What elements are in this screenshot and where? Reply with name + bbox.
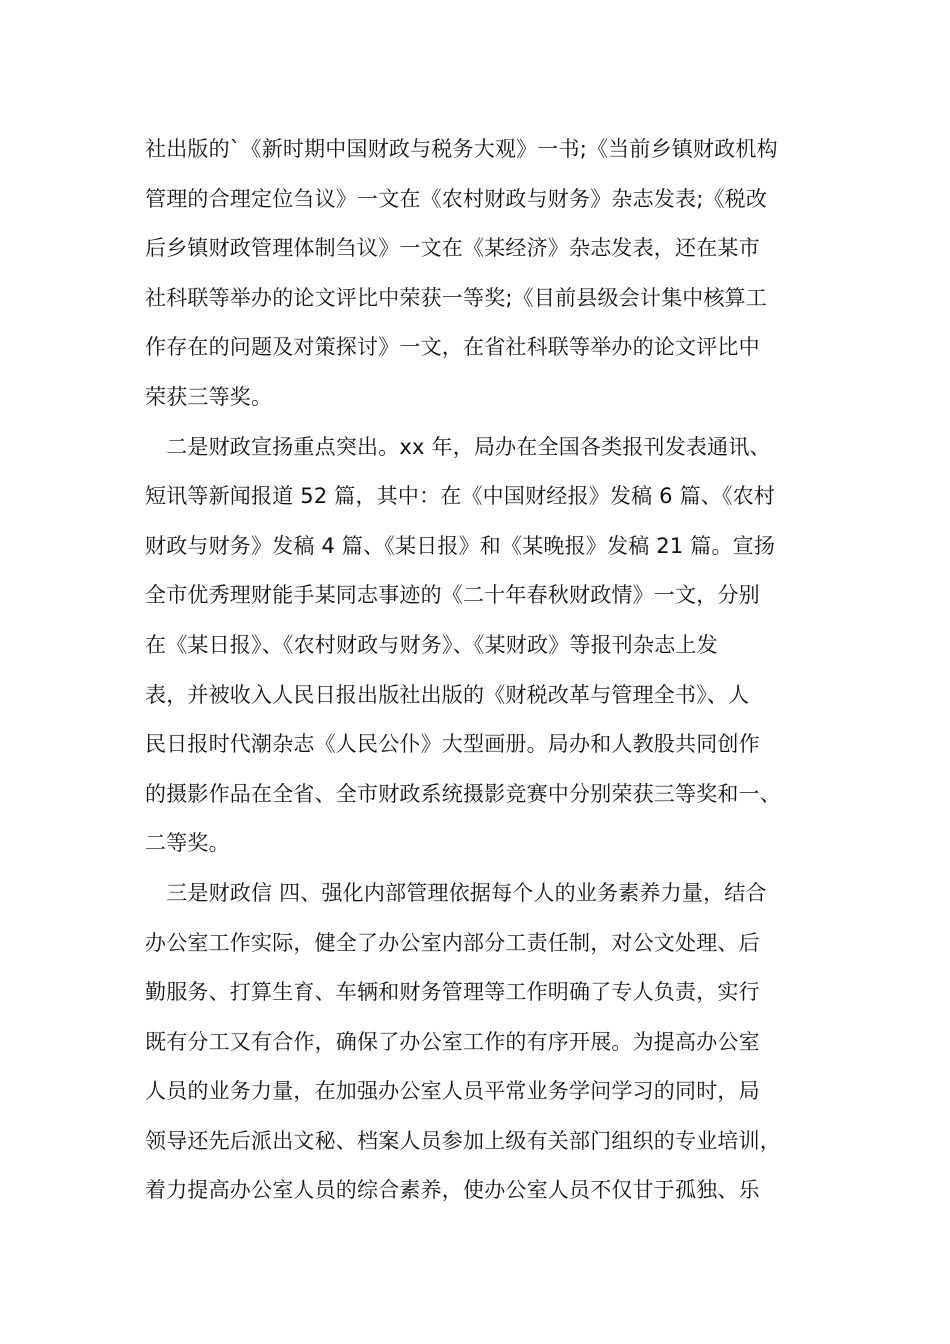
text-line: 表，并被收入人民日报出版社出版的《财税改革与管理全书》、人: [145, 682, 750, 707]
paragraph-3: [145, 869, 825, 1216]
text-line: 民日报时代潮杂志《人民公仆》大型画册。局办和人教股共同创作: [145, 732, 760, 757]
document-body: [145, 125, 825, 1216]
text-line: 领导还先后派出文秘、档案人员参加上级有关部门组织的专业培训，: [145, 1128, 781, 1153]
text-line: 财政与财务》发稿 4 篇、《某日报》和《某晚报》发稿 21 篇。宣扬: [145, 533, 776, 558]
text-line: 社出版的`《新时期中国财政与税务大观》一书;《当前乡镇财政机构: [145, 137, 778, 161]
text-line: 办公室工作实际，健全了办公室内部分工责任制，对公文处理、后: [145, 930, 760, 955]
text-line: 全市优秀理财能手某同志事迹的《二十年春秋财政情》一文，分别: [145, 583, 760, 608]
text-line: 勤服务、打算生育、车辆和财务管理等工作明确了专人负责，实行: [145, 980, 760, 1005]
text-line: 社科联等举办的论文评比中荣获一等奖;《目前县级会计集中核算工: [145, 285, 768, 310]
text-line: 二是财政宣扬重点突出。xx 年，局办在全国各类报刊发表通讯、: [145, 434, 771, 459]
text-line: 着力提高办公室人员的综合素养，使办公室人员不仅甘于孤独、乐: [145, 1178, 760, 1203]
text-line: 三是财政信 四、强化内部管理依据每个人的业务素养力量，结合: [145, 880, 767, 905]
text-line: 荣获三等奖。: [145, 384, 273, 409]
text-line: 短讯等新闻报道 52 篇，其中：在《中国财经报》发稿 6 篇、《农村: [145, 484, 776, 509]
paragraph-1: [145, 125, 825, 423]
text-line: 既有分工又有合作，确保了办公室工作的有序开展。为提高办公室: [145, 1029, 760, 1054]
text-line: 人员的业务力量，在加强办公室人员平常业务学问学习的同时，局: [145, 1079, 760, 1104]
text-line: 后乡镇财政管理体制刍议》一文在《某经济》杂志发表，还在某市: [145, 236, 760, 261]
paragraph-2: [145, 423, 825, 869]
text-line: 作存在的问题及对策探讨》一文，在省社科联等举办的论文评比中: [145, 335, 760, 360]
text-line: 管理的合理定位刍议》一文在《农村财政与财务》杂志发表;《税改: [145, 186, 768, 211]
text-line: 二等奖。: [145, 831, 230, 856]
text-line: 在《某日报》、《农村财政与财务》、《某财政》等报刊杂志上发: [145, 632, 718, 657]
text-line: 的摄影作品在全省、全市财政系统摄影竞赛中分别荣获三等奖和一、: [145, 781, 781, 806]
